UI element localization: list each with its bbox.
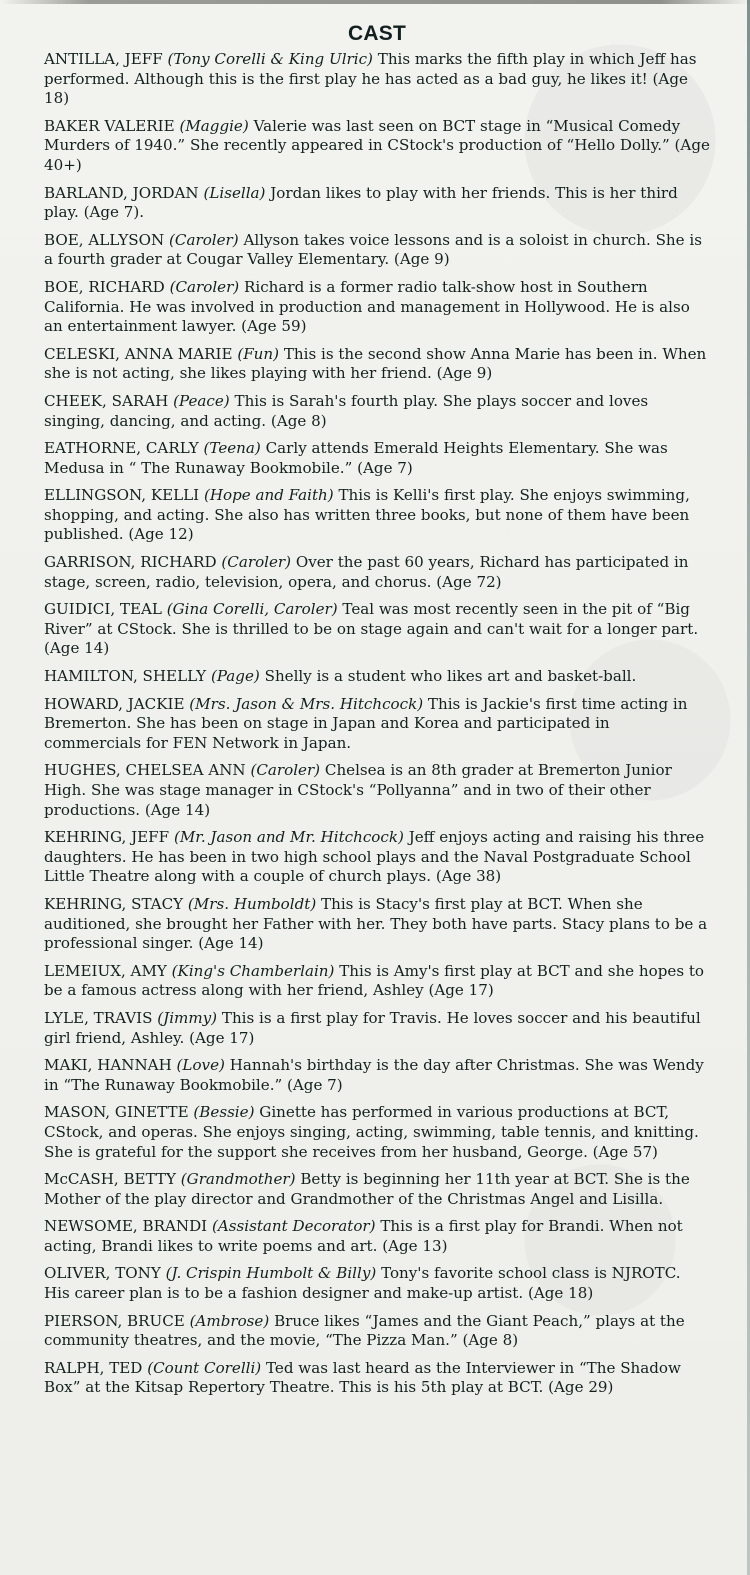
cast-member-name: CHEEK, SARAH: [44, 391, 169, 410]
cast-bio: Betty is beginning her 11th year at BCT. She is the Mother of the play director and Grandmother of the Christmas Angel and Lisilla.: [44, 1170, 690, 1208]
cast-entry: [44, 117, 710, 176]
cast-member-name: HAMILTON, SHELLY: [44, 667, 207, 686]
page-title: CAST: [348, 22, 406, 45]
cast-member-name: ELLINGSON, KELLI: [44, 486, 200, 505]
cast-member-name: CELESKI, ANNA MARIE: [44, 344, 233, 363]
cast-role: (Hope and Faith): [203, 486, 334, 505]
cast-bio: Over the past 60 years, Richard has participated in stage, screen, radio, television, opera, and chorus. (Age 72): [44, 553, 689, 591]
cast-bio: This is the second show Anna Marie has been in. When she is not acting, she likes playing with her friend. (Age 9): [44, 344, 707, 383]
cast-role: (Caroler): [221, 553, 292, 572]
cast-member-name: EATHORNE, CARLY: [44, 439, 199, 458]
cast-member-name: KEHRING, STACY: [44, 894, 184, 913]
cast-entry: [44, 1264, 710, 1303]
cast-member-name: LEMEIUX, AMY: [44, 961, 167, 980]
cast-entry: [44, 962, 710, 1001]
cast-bio: Teal was most recently seen in the pit of “Big River” at CStock. She is thrilled to be on stage again and can't wait for a longer part. (Age 14): [44, 600, 699, 658]
cast-bio: Valerie was last seen on BCT stage in “Musical Comedy Murders of 1940.” She recently appeared in CStock's production of “Hello Dolly.” (Age 40+): [44, 116, 710, 174]
cast-member-name: HOWARD, JACKIE: [44, 694, 185, 713]
cast-role: (Gina Corelli, Caroler): [166, 600, 338, 619]
cast-entry: [44, 1009, 710, 1048]
cast-entry: [44, 184, 710, 223]
cast-member-name: KEHRING, JEFF: [44, 828, 170, 847]
cast-role: (Grandmother): [180, 1170, 296, 1189]
cast-member-name: McCASH, BETTY: [44, 1170, 176, 1189]
cast-bio: Allyson takes voice lessons and is a soloist in church. She is a fourth grader at Cougar Valley Elementary. (Age 9): [44, 230, 702, 269]
cast-role: (J. Crispin Humbolt & Billy): [165, 1264, 377, 1283]
cast-role: (Lisella): [203, 183, 266, 202]
cast-entry: [44, 1359, 710, 1398]
cast-role: (Count Corelli): [147, 1358, 262, 1377]
top-rule: [0, 0, 750, 4]
cast-role: (King's Chamberlain): [171, 961, 335, 980]
cast-member-name: HUGHES, CHELSEA ANN: [44, 761, 246, 780]
cast-entry: [44, 895, 710, 954]
cast-entry: [44, 553, 710, 592]
cast-role: (Maggie): [179, 116, 249, 135]
cast-entry: [44, 600, 710, 659]
cast-entry: [44, 392, 710, 431]
cast-entry: [44, 231, 710, 270]
cast-entry: [44, 667, 710, 687]
cast-role: (Peace): [173, 391, 230, 410]
cast-role: (Bessie): [193, 1103, 255, 1122]
cast-role: (Caroler): [169, 277, 240, 296]
cast-role: (Love): [176, 1056, 225, 1075]
cast-member-name: GUIDICI, TEAL: [44, 600, 162, 619]
cast-role: (Teena): [203, 439, 261, 458]
cast-bio: Shelly is a student who likes art and basket-ball.: [264, 667, 637, 686]
cast-member-name: RALPH, TED: [44, 1358, 143, 1377]
cast-bio: Tony's favorite school class is NJROTC. His career plan is to be a fashion designer and make-up artist. (Age 18): [44, 1264, 681, 1303]
cast-bio: This is Amy's first play at BCT and she hopes to be a famous actress along with her friend, Ashley (Age 17): [44, 961, 705, 1000]
cast-member-name: BARLAND, JORDAN: [44, 183, 199, 202]
cast-bio: Chelsea is an 8th grader at Bremerton Junior High. She was stage manager in CStock's “Pollyanna” and in two of their other productions. (Age 14): [44, 761, 672, 819]
cast-member-name: MAKI, HANNAH: [44, 1056, 172, 1075]
cast-member-name: BOE, ALLYSON: [44, 230, 165, 249]
cast-member-name: LYLE, TRAVIS: [44, 1008, 153, 1027]
cast-bio: Jordan likes to play with her friends. This is her third play. (Age 7).: [44, 183, 678, 222]
cast-role: (Tony Corelli & King Ulric): [167, 50, 373, 68]
cast-member-name: GARRISON, RICHARD: [44, 553, 217, 572]
cast-bio: Hannah's birthday is the day after Christmas. She was Wendy in “The Runaway Bookmobile.” (Age 7): [44, 1056, 704, 1094]
cast-entry: [44, 278, 710, 337]
cast-bio: This is a first play for Travis. He loves soccer and his beautiful girl friend, Ashley. (Age 17): [44, 1008, 701, 1047]
cast-entry: [44, 828, 710, 887]
cast-role: (Assistant Decorator): [211, 1217, 376, 1236]
cast-role: (Page): [210, 667, 260, 686]
cast-bio: This is Kelli's first play. She enjoys swimming, shopping, and acting. She also has written three books, but none of them have been published. (Age 12): [44, 486, 690, 544]
cast-bio: This is Sarah's fourth play. She plays soccer and loves singing, dancing, and acting. (Age 8): [44, 391, 649, 430]
cast-entry: [44, 695, 710, 754]
cast-role: (Ambrose): [189, 1311, 270, 1330]
cast-role: (Jimmy): [157, 1008, 218, 1027]
cast-bio: Ginette has performed in various productions at BCT, CStock, and operas. She enjoys singing, acting, swimming, table tennis, and knitting. She is grateful for the support she receives from her husband, George. (Age 57): [44, 1103, 699, 1161]
cast-member-name: PIERSON, BRUCE: [44, 1311, 185, 1330]
cast-bio: Richard is a former radio talk-show host in Southern California. He was involved in production and management in Hollywood. He is also an entertainment lawyer. (Age 59): [44, 277, 690, 336]
cast-member-name: BOE, RICHARD: [44, 277, 165, 296]
cast-entry: [44, 439, 710, 478]
cast-role: (Mrs. Humboldt): [187, 894, 317, 913]
cast-role: (Fun): [237, 344, 280, 363]
cast-entry: [44, 345, 710, 384]
cast-bio: This is Jackie's first time acting in Bremerton. She has been on stage in Japan and Korea and participated in commercials for FEN Network in Japan.: [44, 694, 688, 752]
cast-list: [44, 50, 710, 1398]
cast-bio: This is Stacy's first play at BCT. When she auditioned, she brought her Father with her. They both have parts. Stacy plans to be a professional singer. (Age 14): [44, 894, 708, 953]
cast-member-name: MASON, GINETTE: [44, 1103, 189, 1122]
cast-member-name: ANTILLA, JEFF: [44, 50, 163, 68]
cast-bio: This is a first play for Brandi. When not acting, Brandi likes to write poems and art. (Age 13): [44, 1217, 683, 1255]
cast-role: (Caroler): [169, 230, 239, 249]
cast-entry: [44, 1103, 710, 1162]
cast-entry: [44, 1170, 710, 1209]
cast-bio: Carly attends Emerald Heights Elementary. She was Medusa in “ The Runaway Bookmobile.” (Age 7): [44, 439, 668, 477]
cast-entry: [44, 1056, 710, 1095]
cast-entry: [44, 50, 710, 109]
cast-member-name: NEWSOME, BRANDI: [44, 1217, 208, 1236]
cast-bio: Jeff enjoys acting and raising his three daughters. He has been in two high school plays and the Naval Postgraduate School Little Theatre along with a couple of church plays. (Age 38): [44, 828, 705, 886]
cast-role: (Mrs. Jason & Mrs. Hitchcock): [189, 694, 424, 713]
cast-role: (Mr. Jason and Mr. Hitchcock): [173, 828, 404, 847]
cast-entry: [44, 1217, 710, 1256]
cast-bio: Ted was last heard as the Interviewer in “The Shadow Box” at the Kitsap Repertory Theatre. This is his 5th play at BCT. (Age 29): [44, 1358, 681, 1397]
cast-role: (Caroler): [250, 761, 321, 780]
cast-entry: [44, 761, 710, 820]
cast-entry: [44, 1312, 710, 1351]
cast-entry: [44, 486, 710, 545]
cast-member-name: BAKER VALERIE: [44, 116, 175, 135]
cast-bio: Bruce likes “James and the Giant Peach,” plays at the community theatres, and the movie, “The Pizza Man.” (Age 8): [44, 1311, 685, 1350]
cast-member-name: OLIVER, TONY: [44, 1264, 161, 1283]
cast-bio: This marks the fifth play in which Jeff has performed. Although this is the first play he has acted as a bad guy, he likes it! (Age 18): [44, 50, 697, 108]
